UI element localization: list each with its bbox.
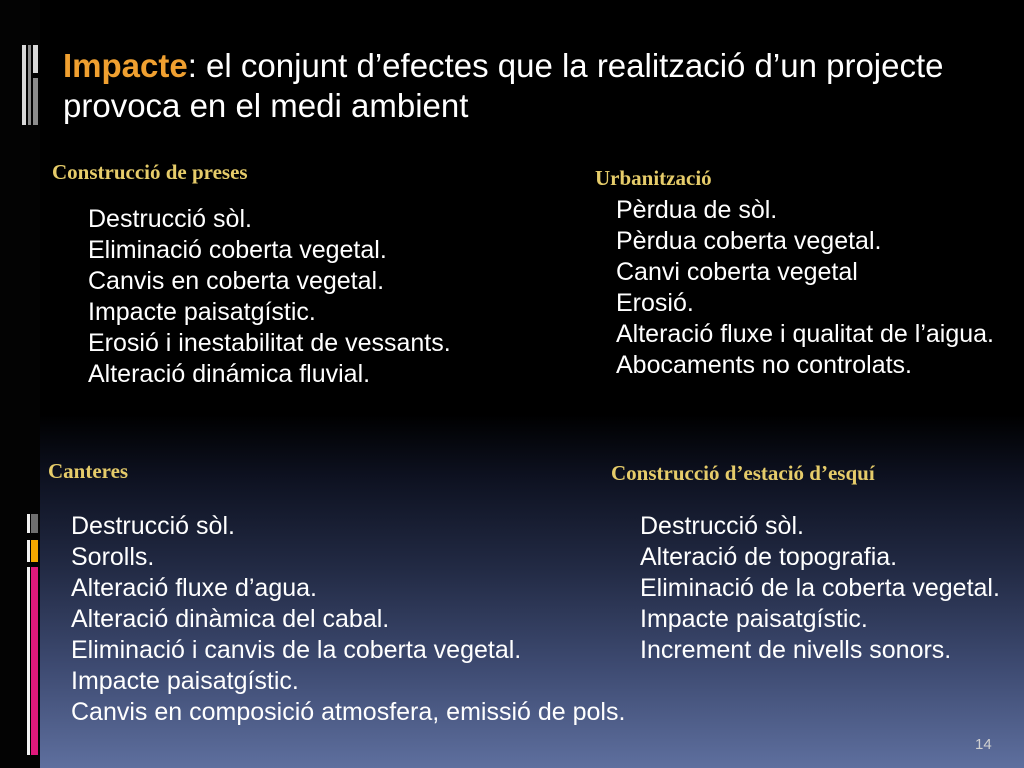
list-item: Pèrdua coberta vegetal.: [616, 227, 882, 255]
section-heading-estacio-esqui: Construcció d’estació d’esquí: [611, 461, 875, 485]
section-list-canteres: [71, 511, 625, 728]
list-item: Canvis en composició atmosfera, emissió de pols.: [71, 698, 626, 726]
list-item: Increment de nivells sonors.: [640, 636, 952, 664]
list-item: Alteració dinámica fluvial.: [88, 360, 371, 388]
decorative-block-magenta: [31, 567, 38, 755]
list-item: Impacte paisatgístic.: [88, 298, 316, 326]
decorative-edge-grey: [27, 514, 30, 533]
list-item: Destrucció sòl.: [88, 205, 252, 233]
decorative-bar-top-3: [33, 45, 38, 73]
decorative-block-grey: [31, 514, 38, 533]
list-item: Eliminació de la coberta vegetal.: [640, 574, 1000, 602]
list-item: Pèrdua de sòl.: [616, 196, 778, 224]
section-heading-urbanitzacio: Urbanització: [595, 166, 712, 190]
list-item: Abocaments no controlats.: [616, 351, 912, 379]
title-highlight: Impacte: [63, 47, 188, 84]
list-item: Impacte paisatgístic.: [71, 667, 299, 695]
list-item: Eliminació coberta vegetal.: [88, 236, 387, 264]
section-heading-canteres: Canteres: [48, 459, 129, 483]
decorative-edge-orange: [27, 540, 30, 562]
list-item: Destrucció sòl.: [640, 512, 804, 540]
list-item: Sorolls.: [71, 543, 155, 571]
decorative-block-orange: [31, 540, 38, 562]
page-number: 14: [975, 736, 992, 753]
decorative-bar-top-4: [33, 78, 38, 125]
decorative-bar-top-2: [28, 45, 31, 125]
list-item: Alteració de topografia.: [640, 543, 898, 571]
section-list-urbanitzacio: [616, 195, 994, 381]
list-item: Canvi coberta vegetal: [616, 258, 858, 286]
list-item: Eliminació i canvis de la coberta vegetal.: [71, 636, 522, 664]
decorative-bar-top-1: [22, 45, 26, 125]
list-item: Destrucció sòl.: [71, 512, 235, 540]
slide-title: [63, 46, 944, 126]
list-item: Erosió.: [616, 289, 694, 317]
list-item: Impacte paisatgístic.: [640, 605, 868, 633]
list-item: Erosió i inestabilitat de vessants.: [88, 329, 451, 357]
decorative-edge-magenta: [27, 567, 30, 755]
section-list-estacio-esqui: [640, 511, 1000, 666]
list-item: Alteració dinàmica del cabal.: [71, 605, 390, 633]
list-item: Canvis en coberta vegetal.: [88, 267, 385, 295]
list-item: Alteració fluxe i qualitat de l’aigua.: [616, 320, 995, 348]
list-item: Alteració fluxe d’agua.: [71, 574, 317, 602]
section-heading-construccio-preses: Construcció de preses: [52, 160, 248, 184]
slide-title-line-1: [63, 46, 944, 86]
slide-title-line-2: provoca en el medi ambient: [63, 87, 469, 124]
section-list-construccio-preses: [88, 204, 451, 390]
title-line-1-text: : el conjunt d’efectes que la realització d’un projecte: [187, 47, 944, 84]
